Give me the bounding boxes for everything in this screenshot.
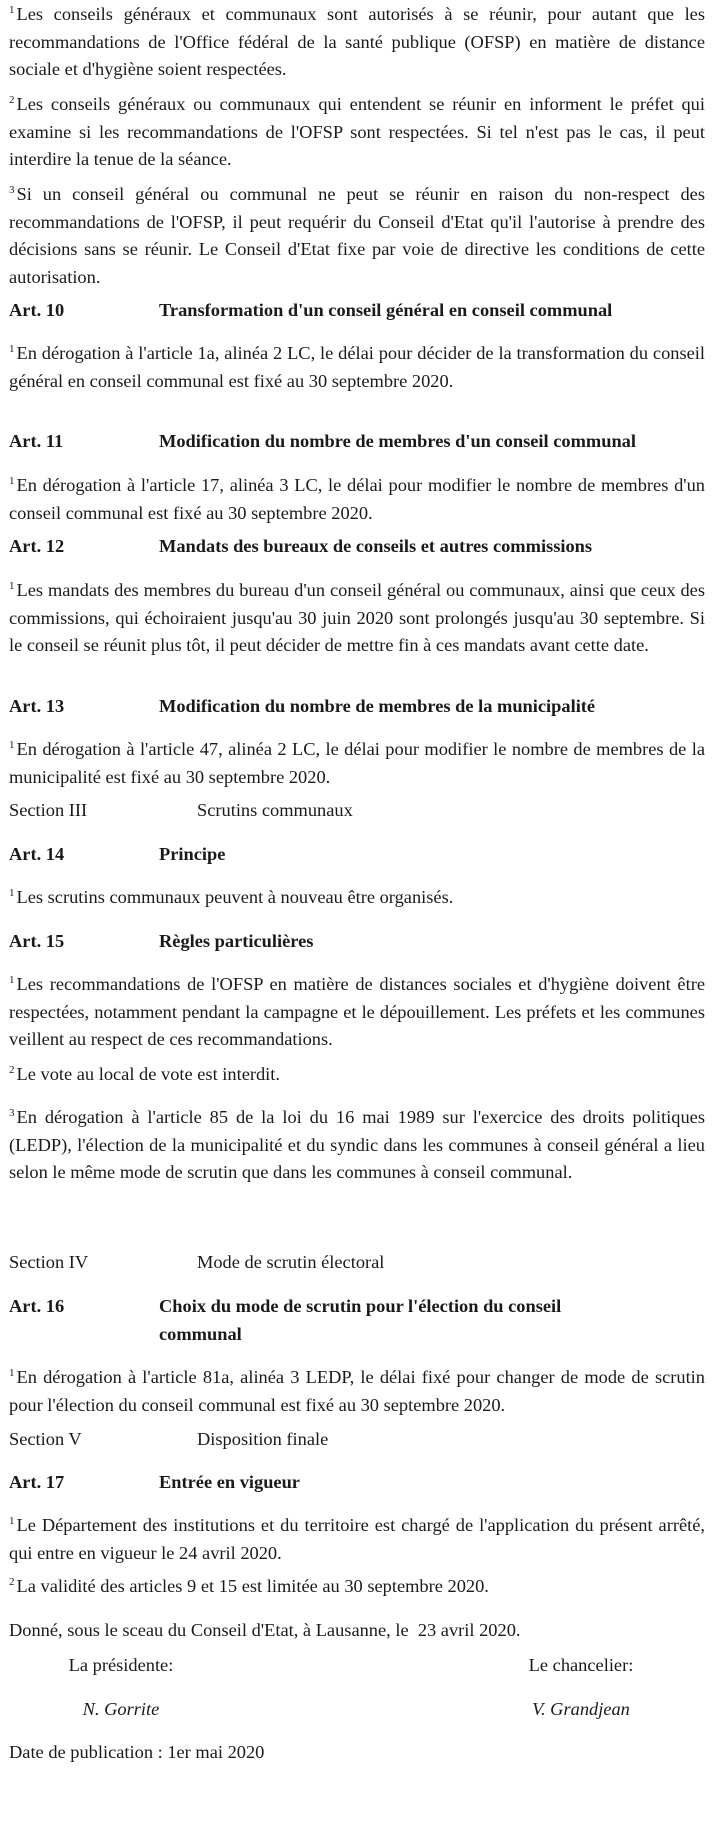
president-label: La présidente: xyxy=(68,1655,174,1675)
article-number: Art. 13 xyxy=(9,696,65,716)
article-heading xyxy=(9,928,705,956)
section-number: Section III xyxy=(9,800,88,820)
article-number: Art. 12 xyxy=(9,536,65,556)
article-number: Art. 14 xyxy=(9,844,65,864)
signature-names xyxy=(9,1696,705,1724)
section-heading xyxy=(9,1426,705,1454)
article-title: Mandats des bureaux de conseils et autres commissions xyxy=(159,536,593,556)
paragraph: $^3$ Si un conseil général ou communal ne peut se réunir en raison du non-respect des recommandations de l'OFSP, il peut requérir du Conseil d'Etat qu'il l'autorise à prendre des décisions sans se réunir. Le Conseil d'Etat fixe par voie de directive les conditions de cette autorisation. xyxy=(9,184,705,287)
section-number: Section V xyxy=(9,1429,82,1449)
president-name: N. Gorrite xyxy=(82,1699,160,1719)
article-heading xyxy=(9,428,705,456)
paragraph: $^2$ Les conseils généraux ou communaux qui entendent se réunir en informent le préfet qui examine si les recommandations de l'OFSP sont respectées. Si tel n'est pas le cas, il peut interdire la tenue de la séance. xyxy=(9,94,705,169)
given-statement: Donné, sous le sceau du Conseil d'Etat, à Lausanne, le 23 avril 2020. xyxy=(9,1620,521,1640)
section-title: Scrutins communaux xyxy=(197,800,353,820)
article-title: Entrée en vigueur xyxy=(159,1472,300,1492)
article-number: Art. 17 xyxy=(9,1472,65,1492)
paragraph: $^1$ En dérogation à l'article 17, alinéa 3 LC, le délai pour modifier le nombre de membres d'un conseil communal est fixé au 30 septembre 2020. xyxy=(9,475,705,523)
article-heading xyxy=(9,533,705,561)
article-title: Transformation d'un conseil général en conseil communal xyxy=(159,300,613,320)
section-heading xyxy=(9,1249,705,1277)
publication-date: Date de publication : 1er mai 2020 xyxy=(9,1742,265,1762)
article-title: Règles particulières xyxy=(159,931,314,951)
article-title: Choix du mode de scrutin pour l'élection du conseil communal xyxy=(159,1296,562,1344)
article-heading xyxy=(9,297,705,325)
article-heading xyxy=(9,841,705,869)
paragraph: $^1$ En dérogation à l'article 81a, alinéa 3 LEDP, le délai fixé pour changer de mode de scrutin pour l'élection du conseil communal est fixé au 30 septembre 2020. xyxy=(9,1367,705,1415)
article-heading xyxy=(9,693,705,721)
article-number: Art. 10 xyxy=(9,300,65,320)
section-title: Mode de scrutin électoral xyxy=(197,1252,385,1272)
article-title: Modification du nombre de membres de la municipalité xyxy=(159,696,596,716)
paragraph: $^1$ Les mandats des membres du bureau d'un conseil général ou communaux, ainsi que ceux des commissions, qui échoiraient jusqu'au 30 juin 2020 sont prolongés jusqu'au 30 septembre. Si le conseil se réunit plus tôt, il peut décider de mettre fin à ces mandats avant cette date. xyxy=(9,580,705,655)
paragraph: $^1$ Le Département des institutions et du territoire est chargé de l'application du présent arrêté, qui entre en vigueur le 24 avril 2020. xyxy=(9,1515,705,1563)
article-number: Art. 11 xyxy=(9,431,64,451)
article-heading xyxy=(9,1469,705,1497)
paragraph: $^1$ En dérogation à l'article 47, alinéa 2 LC, le délai pour modifier le nombre de membres de la municipalité est fixé au 30 septembre 2020. xyxy=(9,739,705,787)
article-title: Modification du nombre de membres d'un conseil communal xyxy=(159,431,636,451)
signature-labels xyxy=(9,1652,705,1680)
article-heading xyxy=(9,1293,705,1348)
section-number: Section IV xyxy=(9,1252,89,1272)
section-title: Disposition finale xyxy=(197,1429,329,1449)
paragraph: $^2$ Le vote au local de vote est interdit. xyxy=(9,1064,281,1084)
chancellor-name: V. Grandjean xyxy=(532,1699,630,1719)
paragraph: $^1$ En dérogation à l'article 1a, alinéa 2 LC, le délai pour décider de la transformation du conseil général en conseil communal est fixé au 30 septembre 2020. xyxy=(9,343,705,391)
section-heading xyxy=(9,797,705,825)
article-number: Art. 16 xyxy=(9,1296,65,1316)
paragraph: $^1$ Les scrutins communaux peuvent à nouveau être organisés. xyxy=(9,887,454,907)
article-number: Art. 15 xyxy=(9,931,65,951)
paragraph: $^1$ Les conseils généraux et communaux sont autorisés à se réunir, pour autant que les recommandations de l'Office fédéral de la santé publique (OFSP) en matière de distance sociale et d'hygiène soient respectées. xyxy=(9,4,705,79)
paragraph: $^2$ La validité des articles 9 et 15 est limitée au 30 septembre 2020. xyxy=(9,1576,489,1596)
chancellor-label: Le chancelier: xyxy=(528,1655,634,1675)
paragraph: $^1$ Les recommandations de l'OFSP en matière de distances sociales et d'hygiène doivent être respectées, notamment pendant la campagne et le dépouillement. Les préfets et les communes veillent au respect de ces recommandations. xyxy=(9,974,705,1049)
paragraph: $^3$ En dérogation à l'article 85 de la loi du 16 mai 1989 sur l'exercice des droits politiques (LEDP), l'élection de la municipalité et du syndic dans les communes à conseil général a lieu selon le même mode de scrutin que dans les communes à conseil communal. xyxy=(9,1107,705,1182)
article-title: Principe xyxy=(159,844,226,864)
